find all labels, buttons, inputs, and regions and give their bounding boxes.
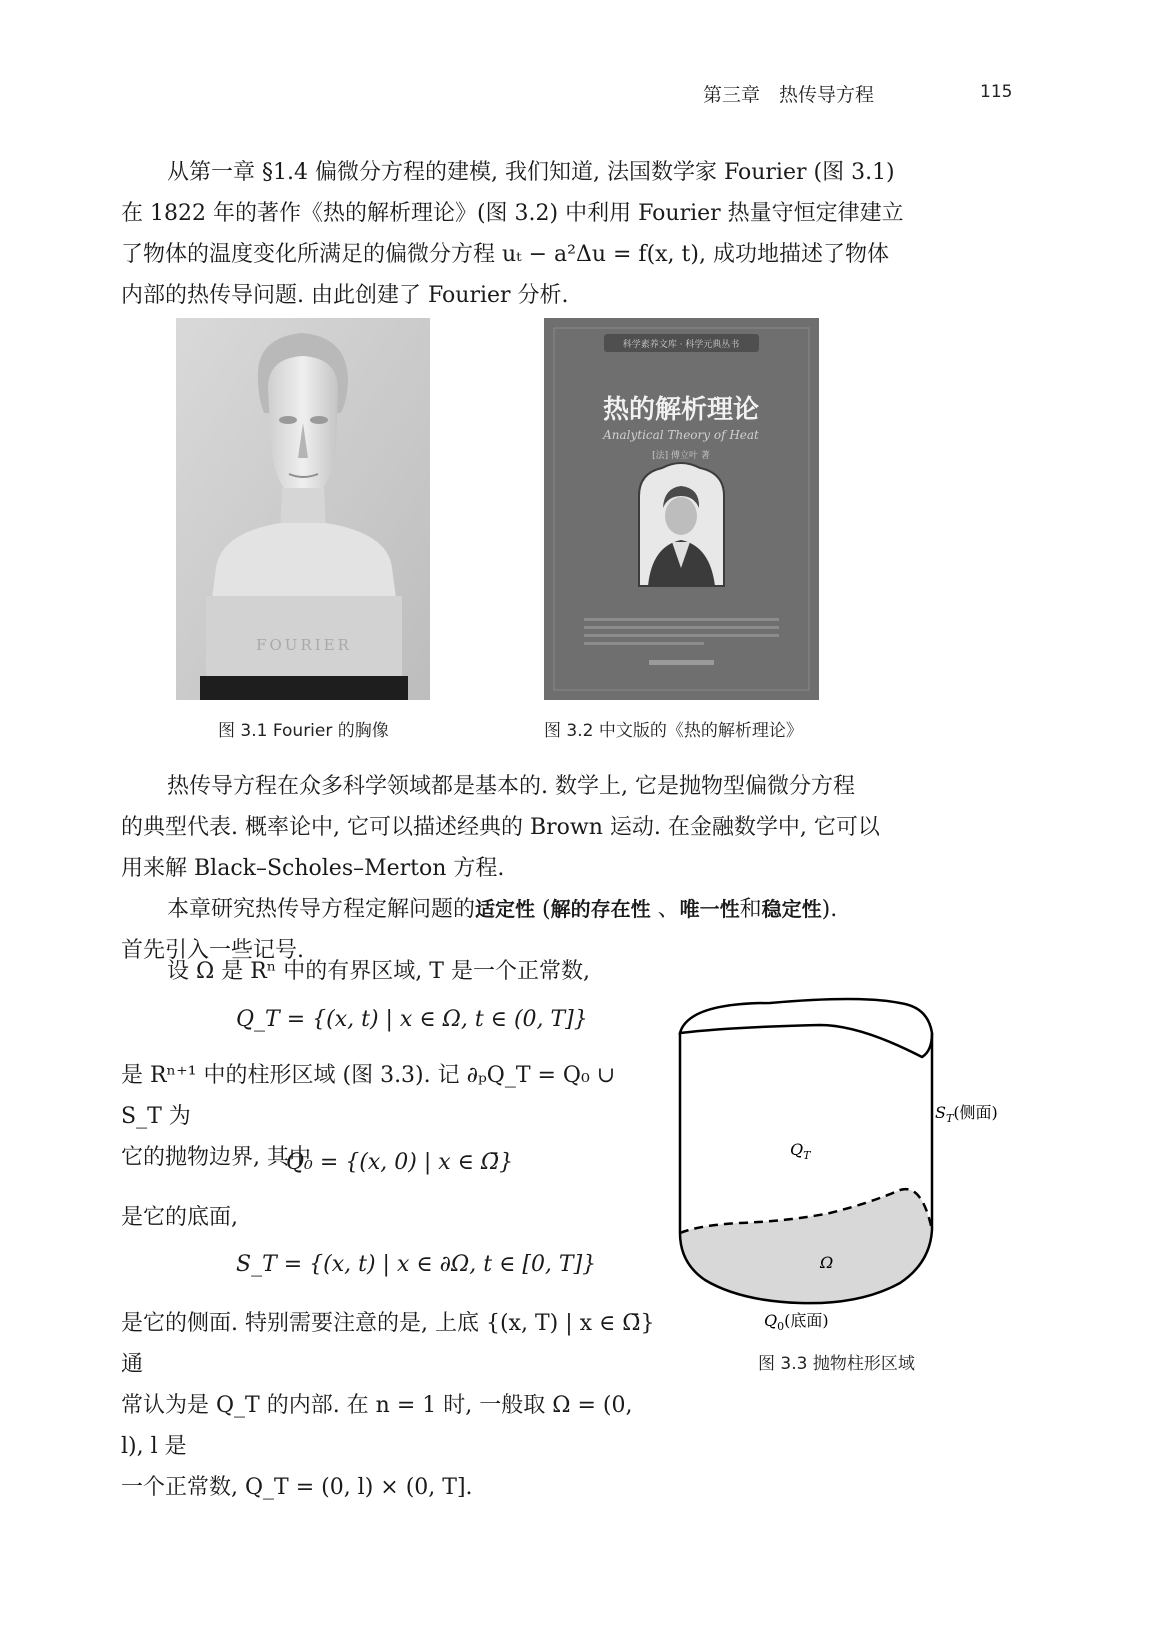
body-p2-text-b: ( — [535, 897, 551, 922]
intro-line-2: 在 1822 年的著作《热的解析理论》(图 3.2) 中利用 Fourier 热量守恒定律建立 — [121, 201, 904, 226]
interior-label: $Q_T$ — [790, 1140, 811, 1162]
body-p2-line-1 — [121, 889, 916, 930]
keyword-wellposedness: 适定性 — [475, 897, 536, 921]
body-p6-line-2: 常认为是 Q_T 的内部. 在 n = 1 时, 一般取 Ω = (0, l), l 是 — [121, 1393, 633, 1459]
page-number: 115 — [980, 82, 1013, 102]
chapter-header: 第三章 热传导方程 — [703, 84, 875, 106]
keyword-existence: 解的存在性 — [550, 897, 651, 921]
bottom-surface-line: 是它的底面, — [121, 1205, 238, 1230]
keyword-stability: 稳定性 — [761, 897, 822, 921]
base-region-label: Ω — [820, 1253, 834, 1272]
book-title: 热的解析理论 — [602, 395, 760, 425]
body-p4-line-2: 它的抛物边界, 其中 — [121, 1145, 311, 1170]
body-p2-text-a: 本章研究热传导方程定解问题的 — [167, 897, 476, 922]
body-p2-line-2: 首先引入一些记号. — [121, 938, 304, 963]
heat-equation-paragraph — [121, 766, 916, 889]
body-p6-line-1: 是它的侧面. 特别需要注意的是, 上底 {(x, T) | x ∈ Ω̄} 通 — [121, 1311, 655, 1377]
bottom-label: $Q_0$(底面) — [764, 1311, 829, 1333]
cylinder-diagram — [660, 985, 1020, 1345]
book-series: 科学素养文库 · 科学元典丛书 — [622, 340, 740, 350]
figure-fourier-bust — [176, 318, 430, 700]
figure-3-3-caption: 图 3.3 抛物柱形区域 — [758, 1354, 915, 1374]
figure-3-1-caption: 图 3.1 Fourier 的胸像 — [218, 721, 389, 741]
figure-3-2-caption: 图 3.2 中文版的《热的解析理论》 — [544, 721, 803, 741]
body-p2-text-e: ). — [821, 897, 838, 922]
figure-book-cover — [544, 318, 819, 700]
book-subtitle: Analytical Theory of Heat — [603, 428, 759, 442]
intro-line-4: 内部的热传导问题. 由此创建了 Fourier 分析. — [121, 283, 569, 308]
intro-line-1: 从第一章 §1.4 偏微分方程的建模, 我们知道, 法国数学家 Fourier (图 3.1) — [167, 160, 895, 185]
equation-q0: Q₀ = {(x, 0) | x ∈ Ω̄} — [286, 1150, 514, 1175]
body-p4-line-1: 是 Rⁿ⁺¹ 中的柱形区域 (图 3.3). 记 ∂ₚQ_T = Q₀ ∪ S_T 为 — [121, 1063, 616, 1129]
side-surface-paragraph — [121, 1303, 661, 1508]
top-rim — [680, 999, 932, 1057]
bust-photo-image — [176, 318, 430, 700]
bust-inscription: FOURIER — [256, 636, 352, 654]
body-p2-text-c: 、 — [650, 897, 680, 922]
body-p1-line-3: 用来解 Black–Scholes–Merton 方程. — [121, 856, 505, 881]
intro-paragraph — [121, 152, 916, 316]
keyword-uniqueness: 唯一性 — [679, 897, 740, 921]
body-p2-text-d: 和 — [739, 897, 762, 922]
book-cover-image — [544, 318, 819, 700]
book-author: [法] 傅立叶 著 — [652, 451, 710, 461]
equation-st: S_T = {(x, t) | x ∈ ∂Ω, t ∈ [0, T]} — [236, 1252, 597, 1277]
body-p6-line-3: 一个正常数, Q_T = (0, l) × (0, T]. — [121, 1475, 473, 1500]
body-p1-line-1: 热传导方程在众多科学领域都是基本的. 数学上, 它是抛物型偏微分方程 — [167, 774, 855, 799]
side-label: $S_T$(侧面) — [935, 1103, 998, 1125]
intro-line-3: 了物体的温度变化所满足的偏微分方程 uₜ − a²Δu = f(x, t), 成功地描述了物体 — [121, 242, 889, 267]
body-p1-line-2: 的典型代表. 概率论中, 它可以描述经典的 Brown 运动. 在金融数学中, 它可以 — [121, 815, 880, 840]
domain-definition-line: 设 Ω 是 Rⁿ 中的有界区域, T 是一个正常数, — [167, 959, 590, 984]
equation-qt: Q_T = {(x, t) | x ∈ Ω, t ∈ (0, T]} — [236, 1007, 588, 1032]
figure-parabolic-cylinder — [660, 985, 1020, 1345]
